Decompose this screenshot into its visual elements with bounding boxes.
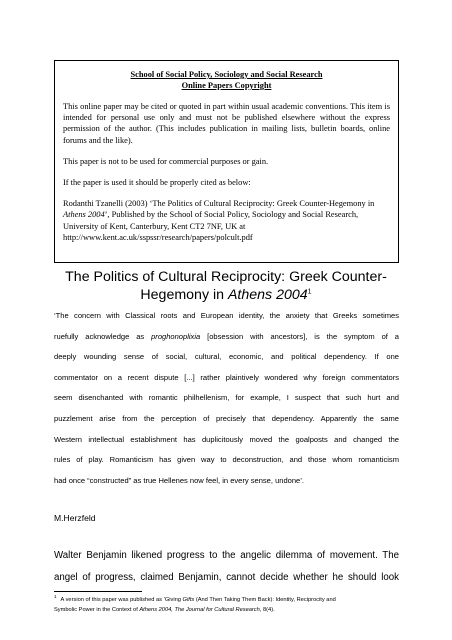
copyright-paragraph-citation-intro: If the paper is used it should be properly cited as below: [63, 178, 251, 188]
copyright-citation [63, 198, 390, 243]
epigraph-line: commentator on a recent dispute [...] rather plaintively wondered why foreign commentators [54, 372, 399, 382]
body-line: Walter Benjamin likened progress to the angelic dilemma of movement. The [54, 550, 399, 561]
citation-italic-title: Athens 2004 [63, 210, 105, 220]
title-line2-italic: Athens 2004 [227, 287, 308, 303]
title-line2 [40, 286, 412, 304]
footnote-line [54, 596, 399, 606]
epigraph-italic-term: proghonoplixia [151, 331, 201, 341]
footnote-marker: 1 [54, 594, 57, 600]
title-line1: The Politics of Cultural Reciprocity: Greek Counter- [65, 269, 387, 285]
copyright-heading-line1: School of Social Policy, Sociology and Social Research [130, 70, 323, 79]
epigraph-line: seem disenchanted with romantic philhellenism, for example, I suspect that such hurt and [54, 393, 399, 403]
copyright-heading-line2: Online Papers Copyright [181, 81, 272, 90]
epigraph-line: deeply wounding sense of social, cultural, economic, and political dependency. If one [54, 352, 399, 362]
title-line2-prefix: Hegemony in [140, 287, 228, 303]
epigraph-line2-pre: ruefully acknowledge as [54, 331, 152, 341]
epigraph-author: M.Herzfeld [54, 513, 96, 523]
epigraph-line [54, 327, 399, 348]
epigraph-line: ‘The concern with Classical roots and European identity, the anxiety that Greeks sometimes [54, 311, 399, 320]
epigraph-line: puzzlement arise from the perception of precisely that dependency. Apparently the same [54, 413, 399, 423]
footnote-line2-pre: Symbolic Power in the Context of [54, 606, 140, 613]
paper-title [40, 268, 412, 304]
footnote-line1-post: (And Then Taking Them Back): Identity, Reciprocity and [194, 597, 336, 603]
copyright-paragraph-commercial: This paper is not to be used for commercial purposes or gain. [63, 156, 269, 166]
footnote-line [54, 606, 399, 616]
epigraph-line2-post: [obsession with ancestors], is the symptom of a [200, 331, 399, 341]
footnote-line2-italic: Athens 2004, The Journal for Cultural Research, [139, 606, 262, 613]
footnote-divider [54, 591, 142, 592]
epigraph-line: had once “constructed” as true Hellenes now feel, in every sense, undone’. [54, 475, 305, 485]
epigraph-line: rules of play. Romanticism has given way to deconstruction, and those whom romanticism [54, 455, 399, 465]
copyright-notice-box [54, 60, 399, 263]
copyright-paragraph-usage: This online paper may be cited or quoted in part within usual academic conventions. This item is intended for personal use only and must not be published elsewhere without the express permission of the author. (This includes publication in mailing lists, bulletin boards, online forums and the like). [63, 102, 390, 145]
epigraph-quote [54, 306, 399, 491]
footnote-line1-pre: A version of this paper was published as ‘Giving [60, 597, 183, 603]
footnote [54, 596, 399, 615]
citation-text-part1: Rodanthi Tzanelli (2003) ‘The Politics of Cultural Reciprocity: Greek Counter-Hegemony in [63, 199, 375, 209]
footnote-line2-post: 8(4). [261, 606, 275, 613]
footnote-line1-italic: Gifts [182, 597, 195, 603]
citation-text-part2: ’, Published by the School of Social Policy, Sociology and Social Research, University of Kent, Canterbury, Kent CT2 7NF, UK at http://www.kent.ac.uk/sspssr/research/papers/polcult.pdf [63, 210, 359, 242]
body-line: angel of progress, claimed Benjamin, cannot decide whether he should look [54, 572, 399, 583]
title-footnote-marker: 1 [307, 288, 312, 296]
body-paragraph [54, 545, 399, 589]
epigraph-line: Western intellectual establishment has duplicitously moved the goalposts and changed the [54, 434, 399, 444]
